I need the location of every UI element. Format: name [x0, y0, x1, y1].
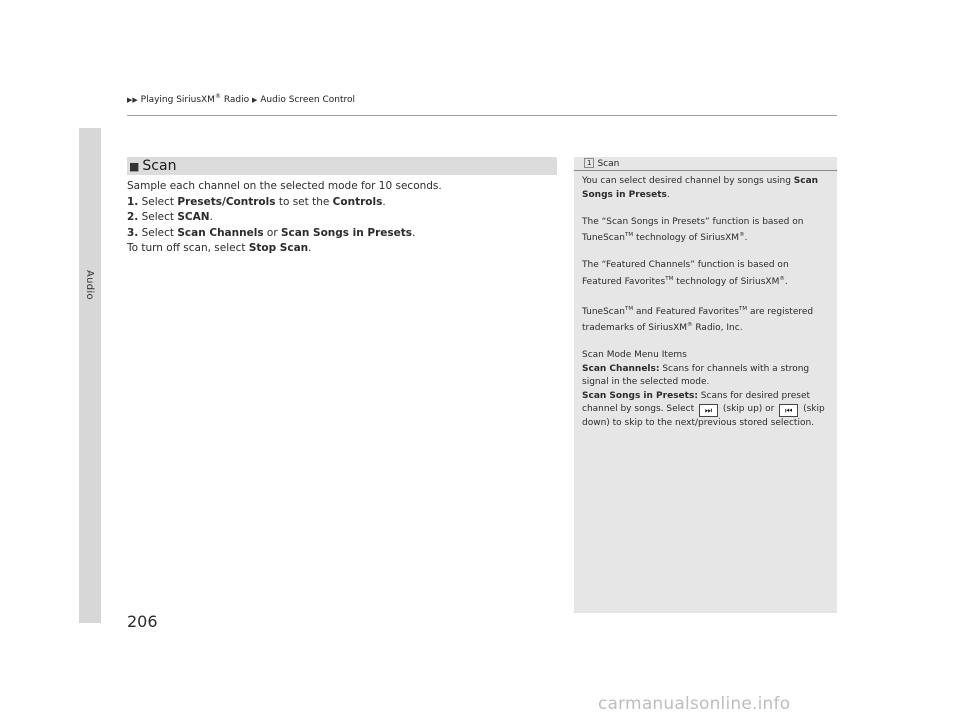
step-2: 2. Select SCAN.	[127, 211, 213, 223]
chapter-side-tab	[79, 128, 101, 623]
intro-text: Sample each channel on the selected mode for 10 seconds.	[127, 180, 442, 192]
chapter-label: Audio	[84, 270, 95, 300]
watermark: carmanualsonline.info	[598, 694, 791, 714]
note-paragraph-1: You can select desired channel by songs using Scan Songs in Presets.	[582, 176, 819, 200]
outro-text: To turn off scan, select Stop Scan.	[127, 242, 312, 254]
notes-sidebar	[574, 157, 837, 613]
note-number-badge: 1	[584, 158, 594, 168]
sidebar-rule	[574, 170, 837, 171]
note-paragraph-3: The “Featured Channels” function is based on Featured Favorites™ technology of SiriusXM®.	[582, 260, 789, 287]
note-paragraph-2: The “Scan Songs in Presets” function is based on TuneScan™ technology of SiriusXM®.	[582, 216, 804, 243]
header-rule	[127, 115, 837, 116]
page-number: 206	[127, 612, 158, 631]
section-header	[127, 157, 557, 175]
step-3: 3. Select Scan Channels or Scan Songs in Presets.	[127, 226, 416, 239]
section-body	[127, 179, 557, 257]
sidebar-heading: 1 Scan	[584, 158, 619, 169]
skip-down-icon: ⏮	[779, 404, 798, 417]
breadcrumb-arrow-icon: ▶	[251, 96, 258, 104]
breadcrumb-arrow-icon: ▶▶	[127, 96, 138, 104]
breadcrumb-level2: Audio Screen Control	[260, 95, 356, 105]
breadcrumb-level1: Playing SiriusXM® Radio	[140, 93, 250, 105]
step-1: 1. Select Presets/Controls to set the Controls.	[127, 195, 386, 208]
square-bullet-icon: ■	[129, 160, 140, 173]
section-title: ■ Scan	[129, 158, 177, 174]
scan-songs-item: Scan Songs in Presets: Scans for desired preset channel by songs. Select ⏭ (skip up) or ⏮ (skip down) to skip to the next/previous stored selection.	[582, 390, 825, 428]
sidebar-body	[582, 175, 832, 431]
breadcrumb	[127, 93, 355, 105]
menu-items-title: Scan Mode Menu Items	[582, 350, 687, 360]
note-paragraph-4: TuneScan™ and Featured Favorites™ are registered trademarks of SiriusXM® Radio, Inc.	[582, 305, 814, 333]
scan-channels-item: Scan Channels: Scans for channels with a strong signal in the selected mode.	[582, 363, 810, 387]
skip-up-icon: ⏭	[699, 404, 718, 417]
